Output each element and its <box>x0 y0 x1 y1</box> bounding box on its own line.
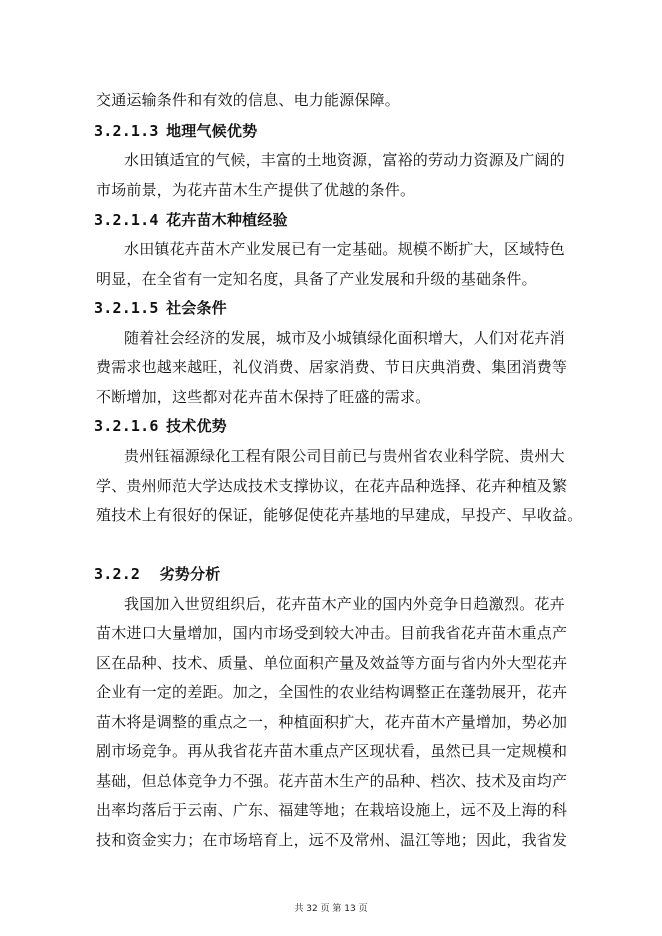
subsection-heading-3-2-1-4 <box>94 210 288 230</box>
heading-title: 技术优势 <box>166 417 227 435</box>
body-text-line: 苗木进口大量增加，国内市场受到较大冲击。目前我省花卉苗木重点产 <box>96 624 568 642</box>
heading-title: 社会条件 <box>166 299 227 317</box>
body-text-line: 费需求也越来越旺，礼仪消费、居家消费、节日庆典消费、集团消费等 <box>96 358 568 376</box>
body-text-line: 市场前景，为花卉苗木生产提供了优越的条件。 <box>96 181 416 199</box>
subsection-heading-3-2-1-3 <box>94 121 257 141</box>
body-text-line: 技和资金实力；在市场培育上，远不及常州、温江等地；因此，我省发 <box>96 831 568 849</box>
body-text-line: 学、贵州师范大学达成技术支撑协议，在花卉品种选择、花卉种植及繁 <box>96 477 568 495</box>
heading-title: 劣势分析 <box>159 565 221 583</box>
page-footer: 共 32 页 第 13 页 <box>294 904 368 914</box>
heading-number: 3.2.2 <box>94 565 141 583</box>
body-text-line: 随着社会经济的发展，城市及小城镇绿化面积增大，人们对花卉消 <box>124 329 565 347</box>
subsection-heading-3-2-1-5 <box>94 298 227 318</box>
section-heading-3-2-2 <box>94 564 220 584</box>
body-text-line: 剧市场竞争。再从我省花卉苗木重点产区现状看，虽然已具一定规模和 <box>96 742 568 760</box>
body-text-line: 基础，但总体竞争力不强。花卉苗木生产的品种、档次、技术及亩均产 <box>96 772 568 790</box>
body-text-line: 殖技术上有很好的保证，能够促使花卉基地的早建成，早投产、早收益。 <box>96 506 583 524</box>
heading-number: 3.2.1.5 <box>94 299 159 317</box>
body-text-line: 苗木将是调整的重点之一，种植面积扩大，花卉苗木产量增加，势必加 <box>96 713 568 731</box>
body-text-line: 贵州钰福源绿化工程有限公司目前已与贵州省农业科学院、贵州大 <box>124 447 565 465</box>
body-text-line: 交通运输条件和有效的信息、电力能源保障。 <box>96 91 401 109</box>
heading-number: 3.2.1.4 <box>94 211 159 229</box>
heading-number: 3.2.1.3 <box>94 122 159 140</box>
heading-title: 地理气候优势 <box>166 122 258 140</box>
heading-number: 3.2.1.6 <box>94 417 159 435</box>
body-text-line: 我国加入世贸组织后，花卉苗木产业的国内外竞争日趋激烈。花卉 <box>124 595 565 613</box>
subsection-heading-3-2-1-6 <box>94 416 227 436</box>
body-text-line: 出率均落后于云南、广东、福建等地；在栽培设施上，远不及上海的科 <box>96 801 568 819</box>
body-text-line: 明显，在全省有一定知名度，具备了产业发展和升级的基础条件。 <box>96 270 537 288</box>
heading-title: 花卉苗木种植经验 <box>166 211 288 229</box>
body-text-line: 企业有一定的差距。加之，全国性的农业结构调整正在蓬勃展开，花卉 <box>96 683 568 701</box>
body-text-line: 水田镇适宜的气候，丰富的土地资源，富裕的劳动力资源及广阔的 <box>124 151 565 169</box>
body-text-line: 水田镇花卉苗木产业发展已有一定基础。规模不断扩大，区域特色 <box>124 240 565 258</box>
body-text-line: 不断增加，这些都对花卉苗木保持了旺盛的需求。 <box>96 388 431 406</box>
body-text-line: 区在品种、技术、质量、单位面积产量及效益等方面与省内外大型花卉 <box>96 654 568 672</box>
